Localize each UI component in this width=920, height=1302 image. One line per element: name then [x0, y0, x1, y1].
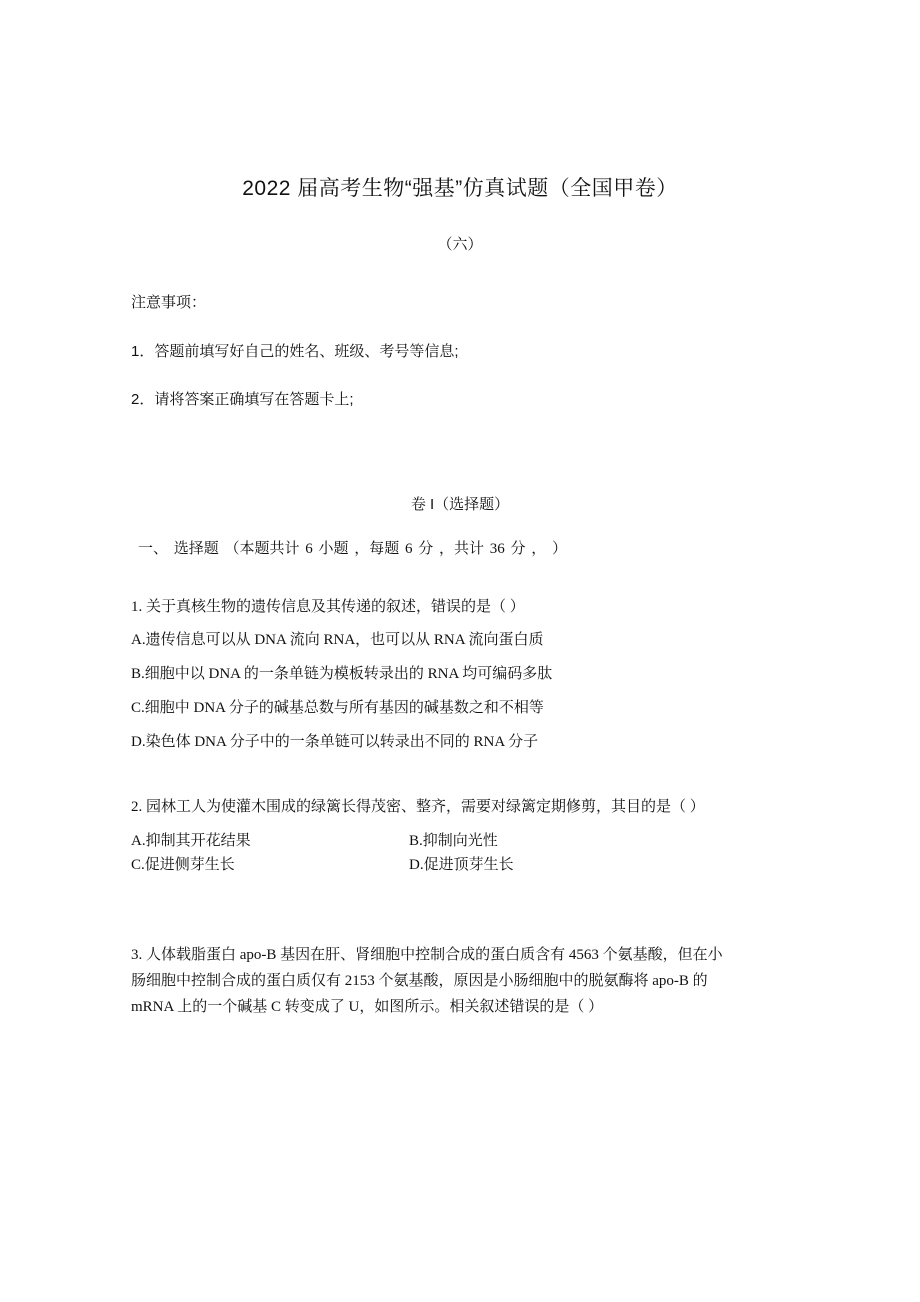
question-1-option-a: A.遗传信息可以从 DNA 流向 RNA，也可以从 RNA 流向蛋白质 — [131, 632, 544, 648]
question-3-stem-line: 肠细胞中控制合成的蛋白质仅有 2153 个氨基酸，原因是小肠细胞中的脱氨酶将 apo-B 的 — [131, 973, 708, 989]
notice-item: 1．答题前填写好自己的姓名、班级、考号等信息; — [131, 343, 459, 360]
section-title: 卷 I（选择题） — [410, 496, 510, 513]
notice-heading: 注意事项： — [131, 294, 207, 311]
question-3-stem-line: 3. 人体载脂蛋白 apo-B 基因在肝、肾细胞中控制合成的蛋白质含有 4563 个氨基酸，但在小 — [131, 947, 723, 963]
question-3-stem-line: mRNA 上的一个碱基 C 转变成了 U，如图所示。相关叙述错误的是（ ） — [131, 999, 604, 1015]
question-1-option-c: C.细胞中 DNA 分子的碱基总数与所有基因的碱基数之和不相等 — [131, 700, 544, 716]
question-2-option-b: B.抑制向光性 — [409, 833, 498, 849]
question-1-option-b: B.细胞中以 DNA 的一条单链为模板转录出的 RNA 均可编码多肽 — [131, 666, 553, 682]
notice-item: 2．请将答案正确填写在答题卡上; — [131, 391, 354, 408]
page-subtitle: （六） — [437, 236, 483, 253]
page-title: 2022 届高考生物“强基”仿真试题（全国甲卷） — [242, 177, 678, 200]
question-1-stem: 1. 关于真核生物的遗传信息及其传递的叙述，错误的是（ ） — [131, 599, 525, 615]
question-1-option-d: D.染色体 DNA 分子中的一条单链可以转录出不同的 RNA 分子 — [131, 734, 539, 750]
question-2-option-c: C.促进侧芽生长 — [131, 857, 235, 873]
question-2-stem: 2. 园林工人为使灌木围成的绿篱长得茂密、整齐，需要对绿篱定期修剪，其目的是（ ） — [131, 799, 705, 815]
question-2-option-d: D.促进顶芽生长 — [409, 857, 514, 873]
question-2-option-a: A.抑制其开花结果 — [131, 833, 251, 849]
section-instruction: 一、 选择题 （本题共计 6 小题 ，每题 6 分 ，共计 36 分 ， ） — [138, 541, 568, 557]
